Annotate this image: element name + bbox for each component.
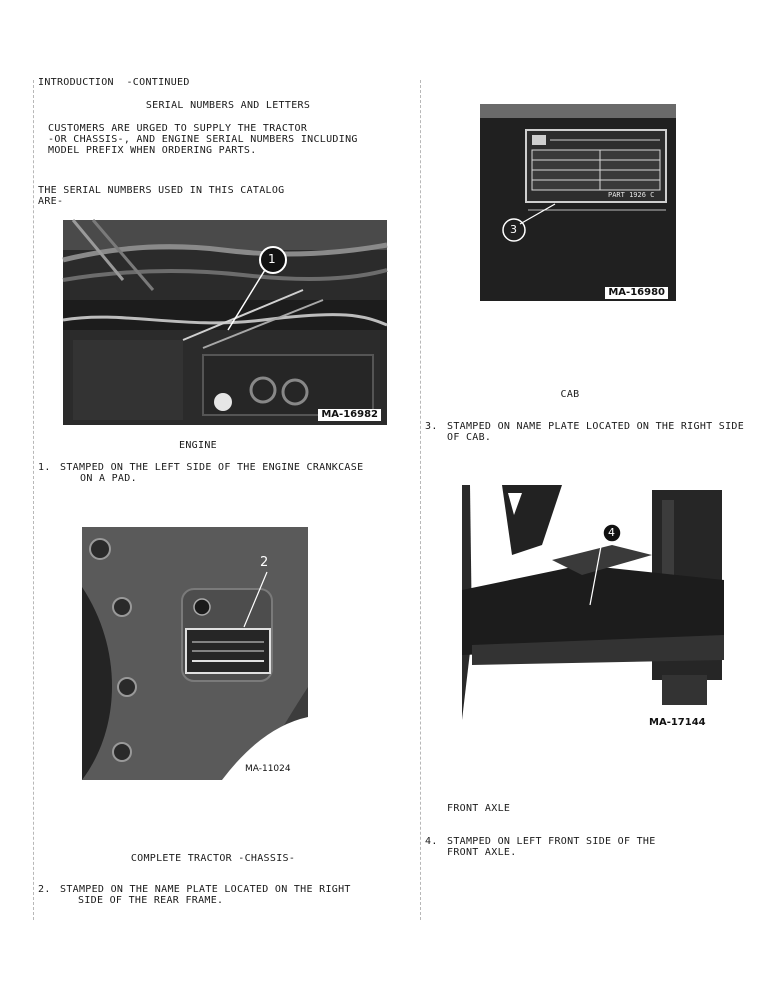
item-3-number: 3. <box>425 421 438 432</box>
customers-para-line-3: MODEL PREFIX WHEN ORDERING PARTS. <box>48 145 257 156</box>
axle-callout-number: 4 <box>608 526 616 539</box>
chassis-serial-photo <box>82 527 308 780</box>
customers-para-line-1: CUSTOMERS ARE URGED TO SUPPLY THE TRACTOR <box>48 123 308 134</box>
column-divider-rule <box>420 80 421 920</box>
engine-serial-photo <box>63 220 387 425</box>
serial-para-line-1: THE SERIAL NUMBERS USED IN THIS CATALOG <box>38 185 285 196</box>
engine-photo-tag: MA-16982 <box>318 409 381 421</box>
axle-caption: FRONT AXLE <box>447 803 511 814</box>
section-title: SERIAL NUMBERS AND LETTERS <box>145 100 311 111</box>
item-2-line-1: STAMPED ON THE NAME PLATE LOCATED ON THE RIGHT <box>60 884 351 895</box>
item-2-number: 2. <box>38 884 51 895</box>
chassis-caption: COMPLETE TRACTOR -CHASSIS- <box>130 853 296 864</box>
item-1-number: 1. <box>38 462 51 473</box>
left-margin-rule <box>33 80 34 920</box>
engine-callout-number: 1 <box>268 252 276 266</box>
item-1-line-1: STAMPED ON THE LEFT SIDE OF THE ENGINE CRANKCASE <box>60 462 364 473</box>
item-4-number: 4. <box>425 836 438 847</box>
cab-photo-tag: MA-16980 <box>605 287 668 299</box>
item-3-line-1: STAMPED ON NAME PLATE LOCATED ON THE RIGHT SIDE <box>447 421 745 432</box>
cab-serial-photo <box>480 104 676 301</box>
item-2-line-2: SIDE OF THE REAR FRAME. <box>78 895 224 906</box>
item-3-line-2: OF CAB. <box>447 432 492 443</box>
cab-callout-number: 3 <box>510 223 518 236</box>
item-1-line-2: ON A PAD. <box>80 473 137 484</box>
cab-plate-text: PART 1926 C <box>608 191 655 199</box>
customers-para-line-2: -OR CHASSIS-, AND ENGINE SERIAL NUMBERS INCLUDING <box>48 134 358 145</box>
item-4-line-2: FRONT AXLE. <box>447 847 517 858</box>
item-4-line-1: STAMPED ON LEFT FRONT SIDE OF THE <box>447 836 656 847</box>
chassis-callout-number: 2 <box>260 555 269 570</box>
serial-para-line-2: ARE- <box>38 196 64 207</box>
engine-caption: ENGINE <box>179 440 217 451</box>
front-axle-serial-photo <box>462 485 724 728</box>
cab-caption: CAB <box>560 389 580 400</box>
axle-photo-tag: MA-17144 <box>649 717 706 728</box>
page-header: INTRODUCTION -CONTINUED <box>38 77 190 88</box>
chassis-photo-tag: MA-11024 <box>245 764 291 774</box>
